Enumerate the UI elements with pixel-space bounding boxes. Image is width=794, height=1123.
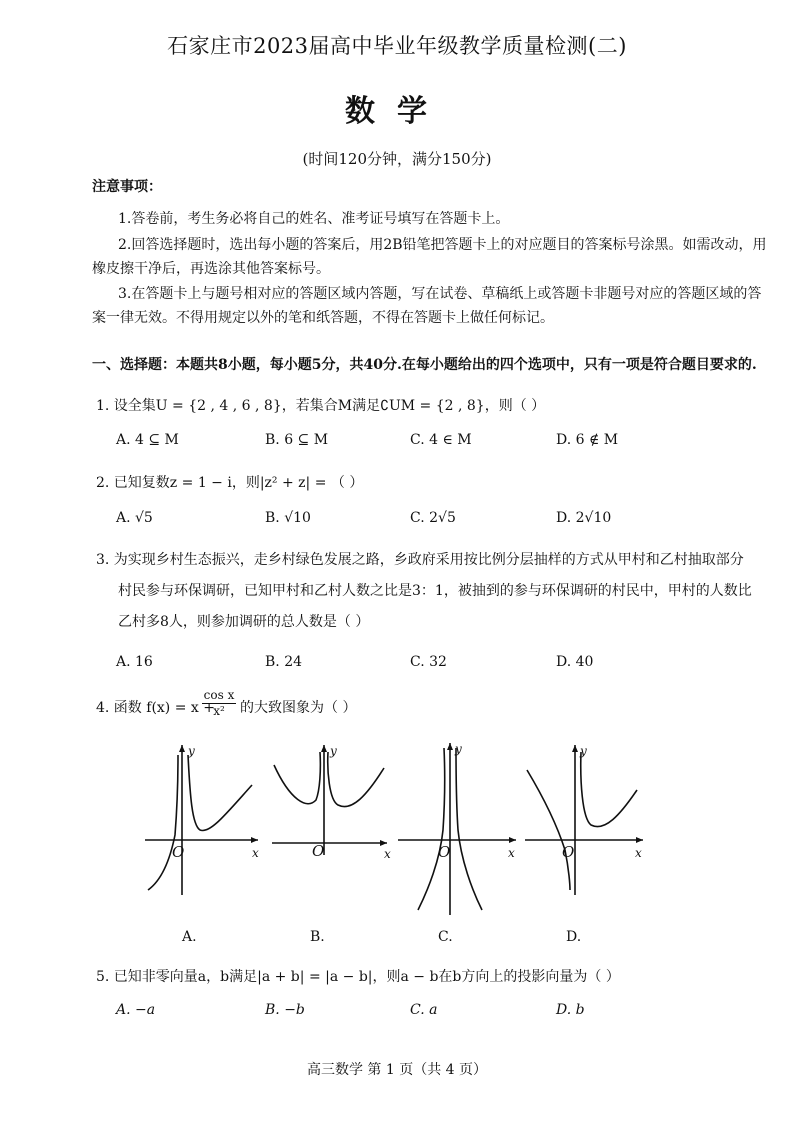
q1-option-b: B. 6 ⊆ M [265, 432, 329, 448]
function-graphs [140, 740, 660, 960]
graph-c [398, 743, 516, 915]
question-4-stem-post: 的大致图象为（ ） [240, 700, 357, 716]
fraction-denominator: x² [213, 704, 225, 718]
graph-c-x-label: x [508, 846, 515, 860]
q3-option-a: A. 16 [116, 654, 153, 670]
notice-heading: 注意事项： [92, 179, 162, 195]
exam-time: (时间120分钟，满分150分) [302, 150, 492, 168]
graph-a-origin: O [172, 843, 185, 861]
question-2-stem: 2. 已知复数z = 1 − i，则|z² + z| = （ ） [96, 475, 364, 491]
notice-item-3b: 案一律无效。不得用规定以外的笔和纸答题，不得在答题卡上做任何标记。 [92, 310, 554, 326]
graph-b-x-label: x [384, 847, 391, 861]
graph-c-origin: O [438, 843, 451, 861]
question-3-line3: 乙村多8人，则参加调研的总人数是（ ） [118, 614, 370, 630]
graph-label-d: D. [566, 929, 582, 945]
graph-label-b: B. [310, 929, 325, 945]
graph-d-y-label: y [580, 744, 587, 758]
exam-title: 石家庄市2023届高中毕业年级教学质量检测(二) [167, 34, 627, 58]
graph-b-origin: O [312, 842, 325, 860]
notice-item-2a: 2.回答选择题时，选出每小题的答案后，用2B铅笔把答题卡上的对应题目的答案标号涂黑。如需改动，用 [118, 237, 767, 253]
q2-option-c: C. 2√5 [410, 510, 456, 526]
notice-item-3a: 3.在答题卡上与题号相对应的答题区域内答题，写在试卷、草稿纸上或答题卡非题号对应的答题区域的答 [118, 286, 762, 302]
graph-b [272, 745, 387, 855]
notice-item-2b: 橡皮擦干净后，再选涂其他答案标号。 [92, 261, 330, 277]
q5-option-b: B. −b [265, 1002, 305, 1018]
q3-option-b: B. 24 [265, 654, 303, 670]
question-1-stem: 1. 设全集U = {2 , 4 , 6 , 8}，若集合M满足∁UM = {2 , 8}，则（ ） [96, 398, 546, 414]
graph-a [145, 745, 258, 895]
q3-option-c: C. 32 [410, 654, 447, 670]
graph-c-y-label: y [455, 742, 462, 756]
q1-option-c: C. 4 ∈ M [410, 432, 472, 448]
graph-d [525, 745, 643, 895]
subject-title: 数学 [345, 94, 449, 129]
page-footer: 高三数学 第 1 页（共 4 页） [306, 1062, 488, 1078]
q2-option-d: D. 2√10 [556, 510, 612, 526]
q5-option-d: D. b [556, 1002, 585, 1018]
question-4-stem-pre: 4. 函数 f(x) = x + [96, 700, 215, 716]
q2-option-a: A. √5 [116, 510, 153, 526]
notice-item-1: 1.答卷前，考生务必将自己的姓名、准考证号填写在答题卡上。 [118, 211, 510, 227]
graph-label-c: C. [438, 929, 453, 945]
q5-option-a: A. −a [116, 1002, 156, 1018]
section-heading: 一、选择题：本题共8小题，每小题5分，共40分.在每小题给出的四个选项中，只有一项是符合题目要求的. [92, 357, 757, 373]
graph-d-origin: O [562, 843, 575, 861]
graph-label-a: A. [182, 929, 197, 945]
fraction-numerator: cos x [203, 688, 235, 702]
question-3-line1: 3. 为实现乡村生态振兴，走乡村绿色发展之路，乡政府采用按比例分层抽样的方式从甲村和乙村抽取部分 [96, 552, 744, 568]
question-4-fraction [202, 688, 236, 719]
q3-option-d: D. 40 [556, 654, 594, 670]
question-5-stem: 5. 已知非零向量a，b满足|a + b| = |a − b|，则a − b在b方向上的投影向量为（ ） [96, 969, 620, 985]
q2-option-b: B. √10 [265, 510, 311, 526]
question-3-line2: 村民参与环保调研，已知甲村和乙村人数之比是3：1，被抽到的参与环保调研的村民中，甲村的人数比 [118, 583, 752, 599]
graph-b-y-label: y [330, 744, 337, 758]
q5-option-c: C. a [410, 1002, 438, 1018]
graph-a-x-label: x [252, 846, 259, 860]
graph-d-x-label: x [635, 846, 642, 860]
q1-option-d: D. 6 ∉ M [556, 432, 619, 448]
q1-option-a: A. 4 ⊆ M [116, 432, 179, 448]
graph-a-y-label: y [188, 744, 195, 758]
